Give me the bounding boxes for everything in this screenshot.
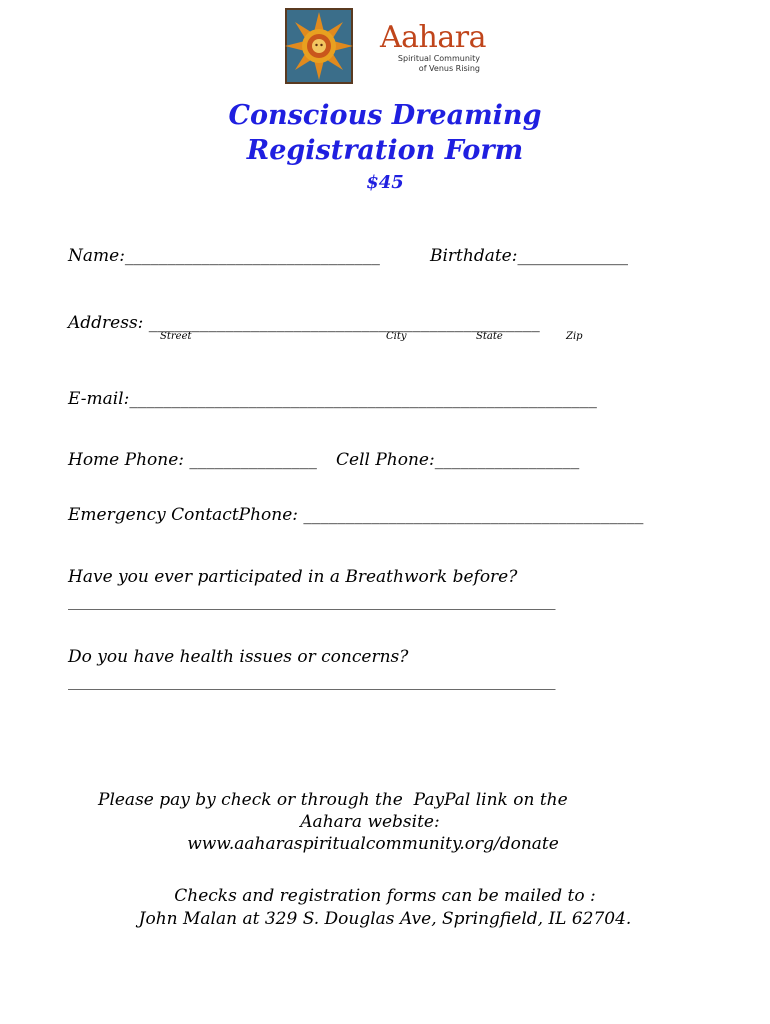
breathwork-question: Have you ever participated in a Breathwork before?	[68, 567, 518, 587]
name-field[interactable]: Name:______________________________	[68, 246, 380, 266]
address-city-label: City	[386, 331, 407, 342]
payment-instruction-1: Please pay by check or through the PayPal link on the	[98, 790, 568, 810]
address-street-label: Street	[160, 331, 192, 342]
brand-logo	[378, 22, 488, 74]
mailing-instruction: Checks and registration forms can be mailed to :	[174, 886, 596, 906]
email-field[interactable]: E-mail:_______________________________________________________	[68, 389, 597, 409]
health-answer-line[interactable]: _________________________________________________________________	[68, 672, 556, 690]
cell-phone-field[interactable]: Cell Phone:_________________	[336, 450, 580, 470]
birthdate-field[interactable]: Birthdate:_____________	[430, 246, 628, 266]
address-zip-label: Zip	[566, 331, 583, 342]
price: $45	[366, 172, 404, 193]
donate-url[interactable]: www.aaharaspiritualcommunity.org/donate	[187, 834, 559, 854]
page-title-line1: Conscious Dreaming	[228, 100, 542, 131]
address-state-label: State	[476, 331, 503, 342]
brand-name: Aahara	[380, 20, 486, 55]
health-question: Do you have health issues or concerns?	[68, 647, 409, 667]
brand-tagline-2: of Venus Rising	[418, 64, 480, 73]
page-title-line2: Registration Form	[246, 135, 524, 166]
emergency-phone-field[interactable]: Emergency ContactPhone: ________________________________________	[68, 505, 644, 525]
payment-instruction-2: Aahara website:	[300, 812, 440, 832]
mailing-address: John Malan at 329 S. Douglas Ave, Springfield, IL 62704.	[138, 909, 632, 929]
sun-emblem-icon	[285, 8, 353, 84]
home-phone-field[interactable]: Home Phone: _______________	[68, 450, 317, 470]
breathwork-answer-line[interactable]: _________________________________________________________________	[68, 592, 556, 610]
brand-tagline-1: Spiritual Community	[397, 54, 480, 63]
address-field[interactable]: Address: ______________________________________________	[68, 313, 540, 333]
